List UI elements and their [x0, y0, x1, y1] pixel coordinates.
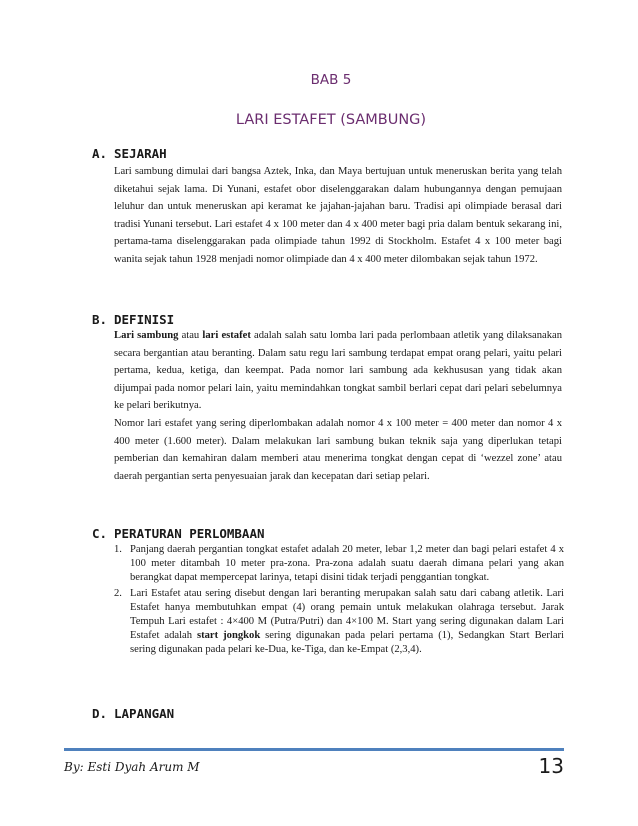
section-definisi	[92, 312, 562, 485]
footer-rule	[64, 748, 564, 751]
term-start-jongkok: start jongkok	[196, 630, 261, 642]
text-run: adalah salah satu lomba lari pada perlombaan atletik yang dilaksanakan secara bergantian atau beranting. Dalam satu regu lari sambung terdapat empat orang pelari, yaitu pelari pertama, kedua, ketiga, dan keempat. Pada nomor lari sambung ada kekhususan yang tidak akan dijumpai pada nomor pelari lain, yaitu memindahkan tongkat sambil berlari cepat dari pelari sebelumnya ke pelari berikutnya.	[114, 330, 562, 412]
section-heading	[92, 526, 564, 541]
list-text: sering digunakan pada pelari pertama (1), Sedangkan Start Berlari sering digunakan pada pelari ke-Dua, ke-Tiga, dan ke-Empat (2,3,4).	[130, 630, 564, 656]
paragraph: Lari sambung dimulai dari bangsa Aztek, Inka, dan Maya bertujuan untuk meneruskan berita yang telah diketahui sejak lama. Di Yunani, estafet obor diselenggarakan dalam hubungannya dengan pemujaan leluhur dan untuk meneruskan api keramat ke jajahan-jajahan baru. Tradisi api olimpiade berasal dari tradisi Yunani tersebut. Lari estafet 4 x 100 meter dan 4 x 400 meter bagi pria dalam bentuk sekarang ini, pertama-tama diselenggarakan pada olimpiade tahun 1992 di Stockholm. Estafet 4 x 100 meter bagi wanita sejak tahun 1928 menjadi nomor olimpiade dan 4 x 400 meter dilombakan sejak tahun 1972.	[114, 166, 562, 265]
paragraph: Nomor lari estafet yang sering diperlombakan adalah nomor 4 x 100 meter = 400 meter dan nomor 4 x 400 meter (1.600 meter). Dalam melakukan lari sambung bukan teknik saja yang diperlukan tetapi pemberian dan kemahiran dalam memberi atau menerima tongkat dengan cepat di ‘wezzel zone’ atau daerah pergantian serta penyesuaian jarak dan kecepatan dari setiap pelari.	[114, 417, 562, 482]
list-item	[114, 587, 564, 658]
list-number: 2.	[114, 587, 122, 599]
text-run: atau	[178, 330, 203, 341]
list-item	[114, 543, 564, 586]
section-letter: A.	[92, 146, 108, 161]
list-number: 1.	[114, 544, 122, 555]
section-letter: B.	[92, 312, 108, 327]
section-peraturan	[92, 526, 564, 659]
list-text: Panjang daerah pergantian tongkat estafet adalah 20 meter, lebar 1,2 meter dan bagi pelari estafet 4 x 100 meter ditambah 10 meter pra-zona. Pra-zona adalah suatu daerah dimana pelari yang akan berangkat dapat mempercepat larinya, tetapi disini tidak terjadi penggantian tongkat.	[130, 544, 564, 584]
term-lari-sambung: Lari sambung	[114, 330, 179, 341]
section-heading	[92, 706, 174, 721]
section-body	[114, 327, 562, 485]
section-title: PERATURAN PERLOMBAAN	[114, 526, 265, 541]
page-number: 13	[538, 754, 564, 778]
section-body	[114, 163, 562, 269]
section-letter: C.	[92, 526, 108, 541]
section-heading	[92, 146, 562, 161]
chapter-number: BAB 5	[310, 72, 352, 88]
section-lapangan	[92, 706, 174, 721]
paragraph	[114, 327, 562, 415]
list-text: Lari Estafet atau sering disebut dengan lari beranting merupakan salah satu dari cabang atletik. Lari Estafet hanya membutuhkan empat (4) orang pemain untuk melakukan olahraga tersebut. Jarak Tempuh Lari estafet : 4×400 M (Putra/Putri) dan 4×100 M. Start yang sering digunakan dalam Lari Estafet adalah	[130, 587, 564, 642]
section-sejarah	[92, 146, 562, 269]
section-title: DEFINISI	[114, 312, 175, 327]
section-letter: D.	[92, 706, 108, 721]
section-title: LAPANGAN	[114, 706, 175, 721]
footer-author: By: Esti Dyah Arum M	[64, 760, 200, 774]
chapter-title: LARI ESTAFET (SAMBUNG)	[235, 112, 427, 128]
term-lari-estafet: lari estafet	[202, 330, 251, 341]
rules-list	[114, 543, 564, 658]
section-heading	[92, 312, 562, 327]
section-title: SEJARAH	[114, 146, 167, 161]
